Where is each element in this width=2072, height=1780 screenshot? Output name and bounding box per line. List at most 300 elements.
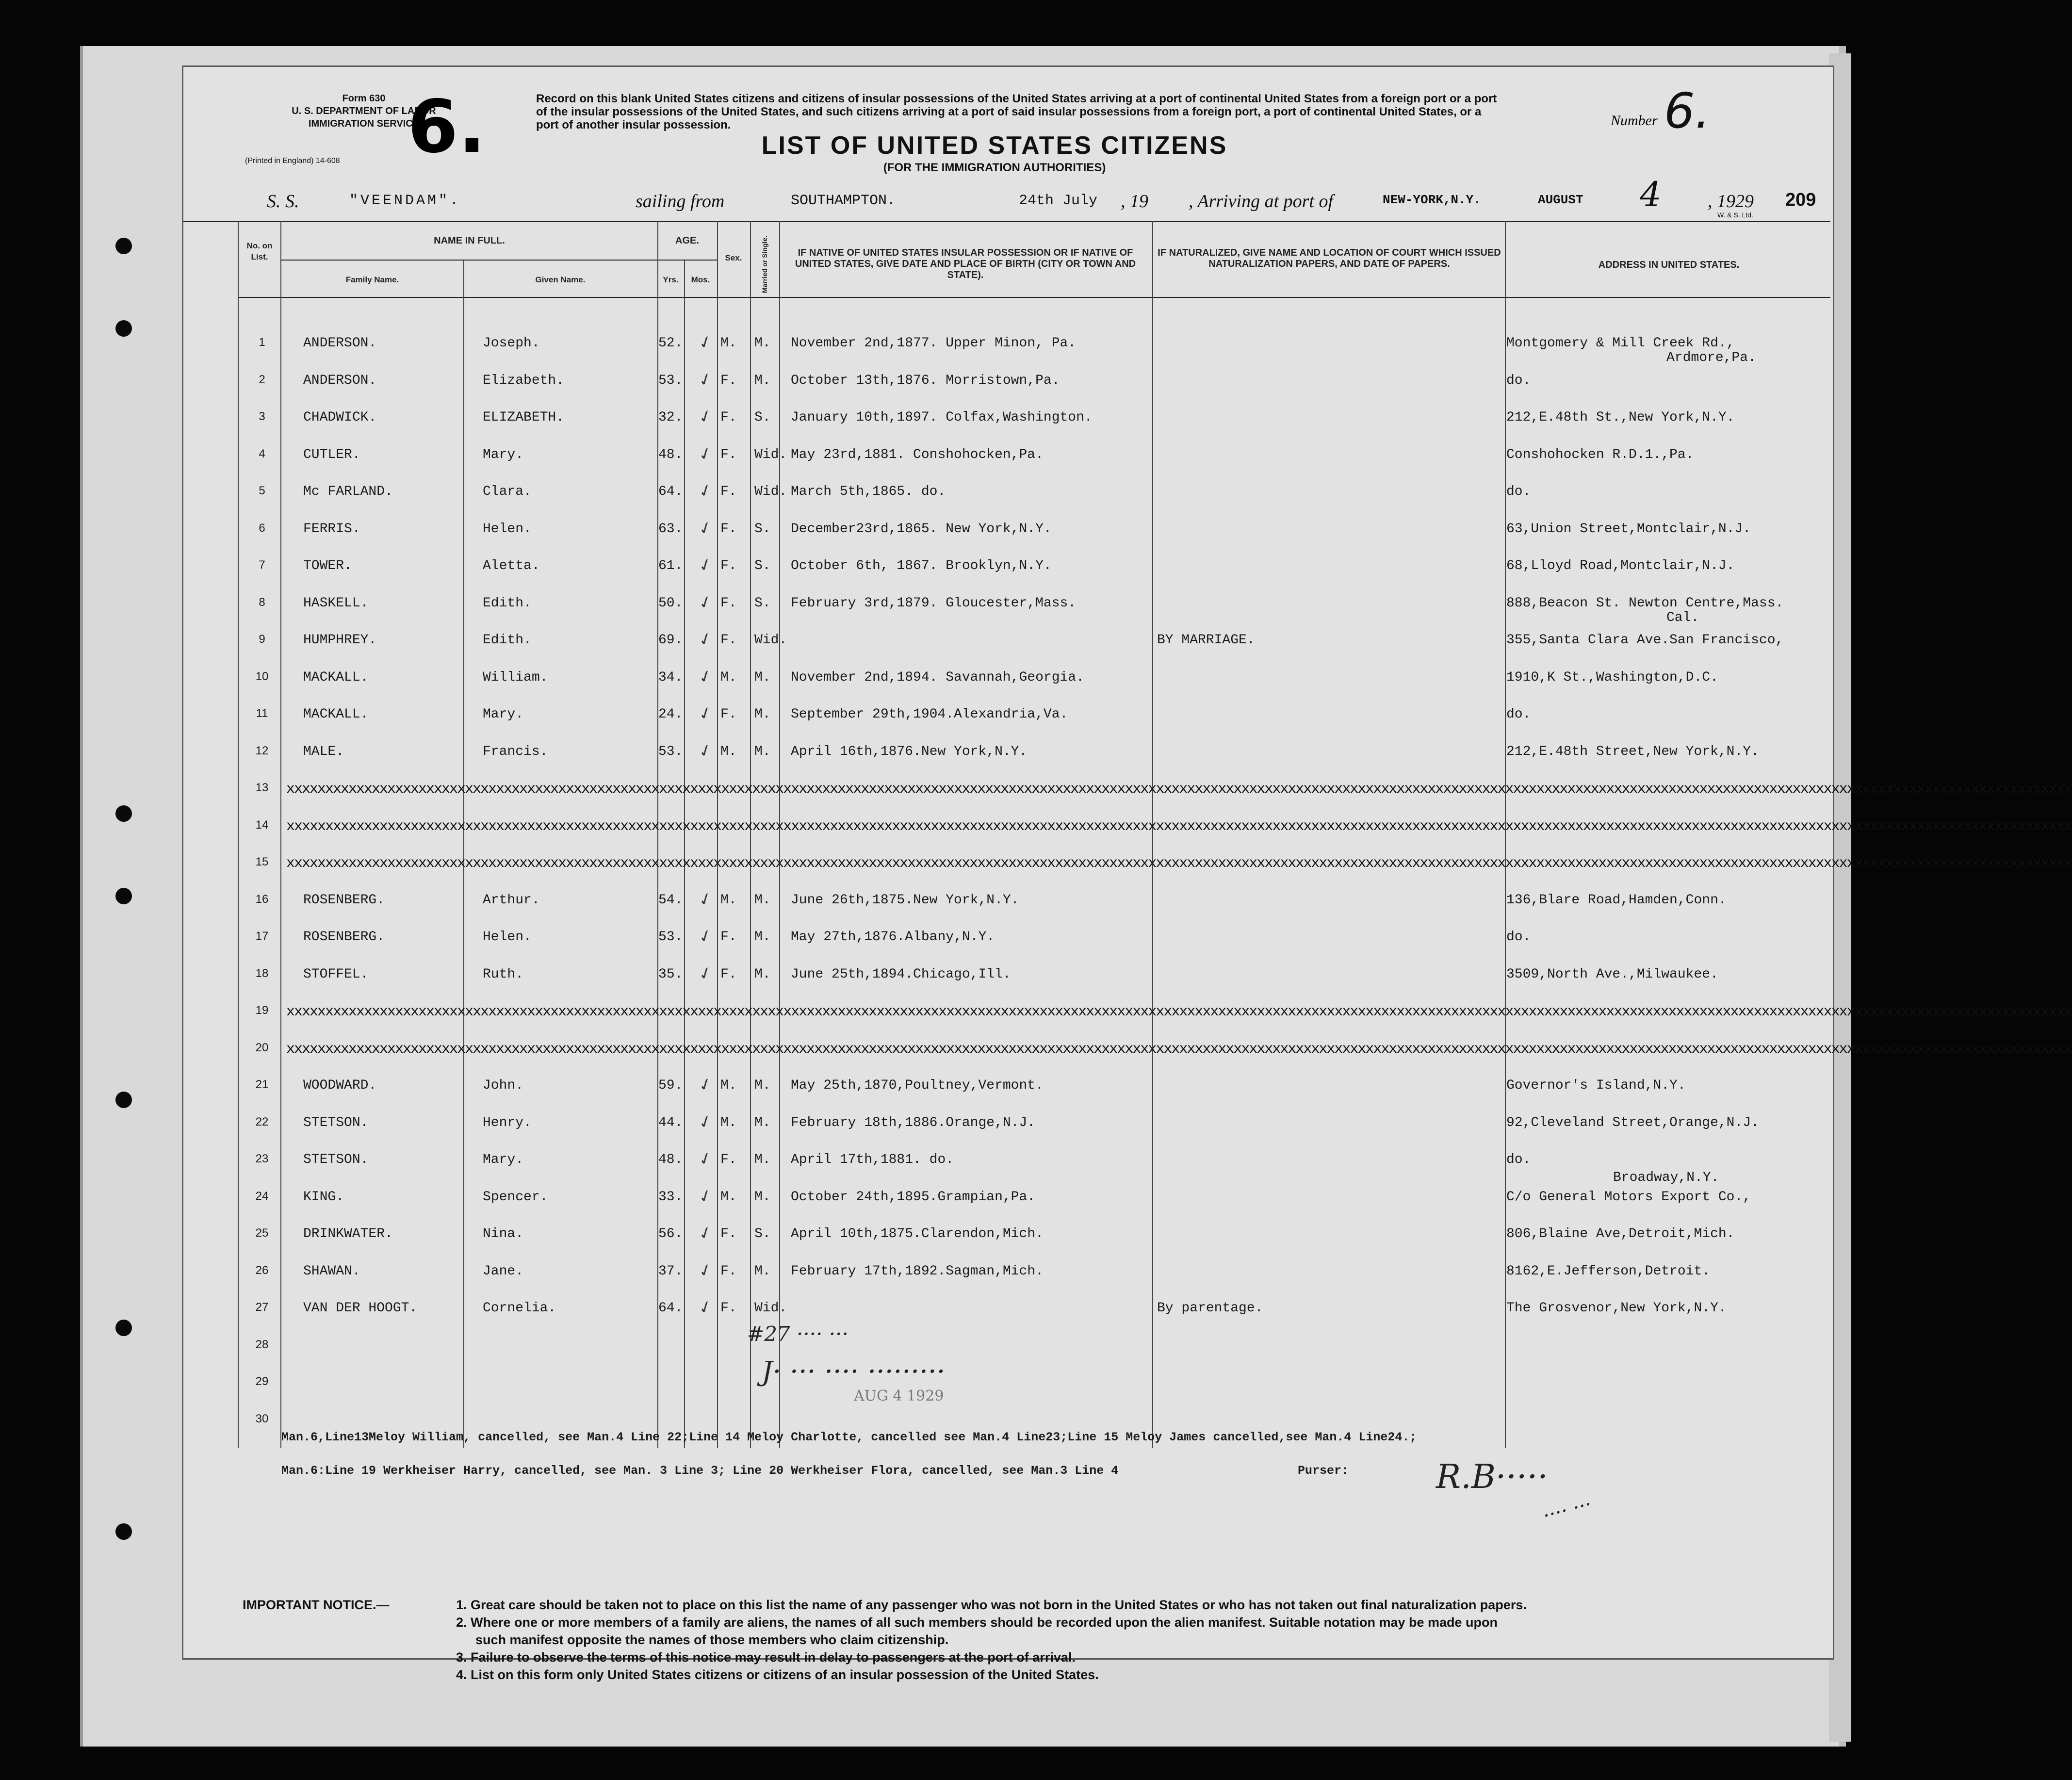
notice-item-4: 4. List on this form only United States citizens or citizens of an insular possession of the United States.	[456, 1667, 1099, 1682]
row-number: 3	[259, 410, 265, 423]
department: U. S. DEPARTMENT OF LABOR	[292, 106, 436, 116]
check-mark-icon: ✓	[696, 479, 716, 503]
ship-name: "VEENDAM".	[349, 193, 461, 209]
check-mark-icon: ✓	[696, 1222, 716, 1245]
family-name: MALE.	[303, 744, 344, 759]
check-mark-icon: ✓	[696, 962, 716, 985]
col-header-yrs: Yrs.	[663, 275, 679, 284]
age-years: 24.	[658, 707, 683, 722]
sex: F.	[720, 1226, 737, 1241]
age-years: 64.	[658, 484, 683, 499]
cancellation-note-2: Man.6:Line 19 Werkheiser Harry, cancelled, see Man. 3 Line 3; Line 20 Werkheiser Flora, cancelled, see Man.3 Line 4	[281, 1464, 1119, 1478]
us-address-cont: Ardmore,Pa.	[1666, 350, 1756, 365]
cancellation-note-1: Man.6,Line13Meloy William, cancelled, see Man.4 Line 22;Line 14 Meloy Charlotte, cancelled see Man.4 Line23;Line 15 Meloy James cancelled,see Man.4 Line24.;	[281, 1430, 1417, 1444]
check-mark-icon: ✓	[696, 1185, 716, 1208]
birth-date-place: December23rd,1865. New York,N.Y.	[791, 522, 1052, 537]
family-name: MACKALL.	[303, 670, 369, 685]
cancelled-line-strikeout: xxxxxxxxxxxxxxxxxxxxxxxxxxxxxxxxxxxxxxxxxxxxxxxxxxxxxxxxxxxxxxxxxxxxxxxxxxxxxxxxxxxxxxxxxxxxxxxxxxxxxxxxxxxxxxxxxxxxxxxxxxxxxxxxxxxxxxxxxxxxxxxxxxxxxxxxxxxxxxxxxxxxxxxxxxxxxxxxxxxxxxxxxxxxxxxxxxxxxxxxxxxxxxxxxxxxxxxxxxxxxxxxxxxxxx	[286, 781, 2072, 798]
naturalization: By parentage.	[1157, 1301, 1263, 1316]
marital-status: Wid.	[754, 447, 787, 462]
family-name: MACKALL.	[303, 707, 369, 722]
row-number: 13	[255, 781, 269, 794]
age-years: 52.	[658, 336, 683, 351]
birth-date-place: November 2nd,1894. Savannah,Georgia.	[791, 670, 1084, 685]
us-address: Governor's Island,N.Y.	[1506, 1078, 1686, 1093]
table-row	[0, 739, 1955, 764]
handwritten-annotation: #27 ···· ···	[747, 1322, 848, 1346]
cancelled-line-strikeout: xxxxxxxxxxxxxxxxxxxxxxxxxxxxxxxxxxxxxxxxxxxxxxxxxxxxxxxxxxxxxxxxxxxxxxxxxxxxxxxxxxxxxxxxxxxxxxxxxxxxxxxxxxxxxxxxxxxxxxxxxxxxxxxxxxxxxxxxxxxxxxxxxxxxxxxxxxxxxxxxxxxxxxxxxxxxxxxxxxxxxxxxxxxxxxxxxxxxxxxxxxxxxxxxxxxxxxxxxxxxxxxxxxxxxx	[286, 855, 2072, 872]
family-name: WOODWARD.	[303, 1078, 377, 1093]
us-address: do.	[1506, 484, 1531, 499]
given-name: ELIZABETH.	[483, 410, 565, 425]
departure-date: 24th July	[1019, 193, 1098, 209]
marital-status: S.	[754, 558, 771, 573]
us-address: Montgomery & Mill Creek Rd.,	[1506, 336, 1735, 351]
cancelled-line-strikeout: xxxxxxxxxxxxxxxxxxxxxxxxxxxxxxxxxxxxxxxxxxxxxxxxxxxxxxxxxxxxxxxxxxxxxxxxxxxxxxxxxxxxxxxxxxxxxxxxxxxxxxxxxxxxxxxxxxxxxxxxxxxxxxxxxxxxxxxxxxxxxxxxxxxxxxxxxxxxxxxxxxxxxxxxxxxxxxxxxxxxxxxxxxxxxxxxxxxxxxxxxxxxxxxxxxxxxxxxxxxxxxxxxxxxxx	[286, 818, 2072, 835]
family-name: CHADWICK.	[303, 410, 377, 425]
form-number: Form 630	[342, 93, 386, 104]
row-number: 17	[255, 930, 269, 943]
table-row	[0, 442, 1955, 467]
age-years: 33.	[658, 1190, 683, 1205]
birth-date-place: February 18th,1886.Orange,N.J.	[791, 1115, 1036, 1130]
marital-status: M.	[754, 1152, 771, 1167]
age-years: 53.	[658, 930, 683, 945]
punch-hole	[115, 1523, 132, 1540]
given-name: Francis.	[483, 744, 548, 759]
marital-status: M.	[754, 967, 771, 982]
given-name: Clara.	[483, 484, 532, 499]
sex: F.	[720, 596, 737, 611]
row-number: 20	[255, 1041, 269, 1054]
given-name: Arthur.	[483, 893, 540, 908]
sex: M.	[720, 744, 737, 759]
arrival-year: , 1929	[1708, 191, 1754, 212]
marital-status: M.	[754, 1115, 771, 1130]
marital-status: M.	[754, 893, 771, 908]
marital-status: M.	[754, 930, 771, 945]
given-name: William.	[483, 670, 548, 685]
notice-item-1: 1. Great care should be taken not to place on this list the name of any passenger who was not born in the United States or who has not taken out final naturalization papers.	[456, 1598, 1527, 1612]
inspector-signature: J· ··· ···· ·········	[762, 1356, 946, 1388]
record-instructions: Record on this blank United States citizens and citizens of insular possessions of the United States arriving at a port of continental United States from a foreign port or a port of the insular possessions of the United States, and such citizens arriving at a port of said insular possessions from a foreign port, a port of continental United States, or a port of another insular possession.	[536, 92, 1497, 131]
col-header-address: ADDRESS IN UNITED STATES.	[1598, 260, 1740, 270]
table-top-rule	[183, 221, 1830, 222]
birth-date-place: June 26th,1875.New York,N.Y.	[791, 893, 1019, 908]
table-row	[0, 1338, 1955, 1357]
family-name: Mc FARLAND.	[303, 484, 393, 499]
table-row	[0, 1375, 1955, 1394]
cancelled-line-strikeout: xxxxxxxxxxxxxxxxxxxxxxxxxxxxxxxxxxxxxxxxxxxxxxxxxxxxxxxxxxxxxxxxxxxxxxxxxxxxxxxxxxxxxxxxxxxxxxxxxxxxxxxxxxxxxxxxxxxxxxxxxxxxxxxxxxxxxxxxxxxxxxxxxxxxxxxxxxxxxxxxxxxxxxxxxxxxxxxxxxxxxxxxxxxxxxxxxxxxxxxxxxxxxxxxxxxxxxxxxxxxxxxxxxxxxx	[286, 1041, 2072, 1058]
family-name: KING.	[303, 1190, 344, 1205]
check-mark-icon: ✓	[696, 628, 716, 651]
us-address: 212,E.48th St.,New York,N.Y.	[1506, 410, 1735, 425]
table-row	[0, 702, 1955, 726]
given-name: Henry.	[483, 1115, 532, 1130]
port-of-arrival: NEW-YORK,N.Y.	[1383, 193, 1481, 207]
us-address: 8162,E.Jefferson,Detroit.	[1506, 1264, 1711, 1279]
us-address: 806,Blaine Ave,Detroit,Mich.	[1506, 1226, 1735, 1241]
birth-date-place: April 16th,1876.New York,N.Y.	[791, 744, 1028, 759]
given-name: Edith.	[483, 596, 532, 611]
marital-status: M.	[754, 707, 771, 722]
marital-status: M.	[754, 1078, 771, 1093]
sex: F.	[720, 558, 737, 573]
age-years: 35.	[658, 967, 683, 982]
age-subrule	[657, 260, 718, 261]
family-name: STOFFEL.	[303, 967, 369, 982]
marital-status: M.	[754, 373, 771, 388]
given-name: Edith.	[483, 633, 532, 648]
col-header-married: Married or Single.	[761, 235, 768, 294]
ss-label: S. S.	[267, 191, 299, 212]
row-number: 8	[259, 596, 265, 609]
printer-mark: W. & S. Ltd.	[1717, 211, 1753, 219]
us-address: 1910,K St.,Washington,D.C.	[1506, 670, 1718, 685]
birth-date-place: June 25th,1894.Chicago,Ill.	[791, 967, 1011, 982]
row-number: 14	[255, 818, 269, 832]
birth-date-place: April 10th,1875.Clarendon,Mich.	[791, 1226, 1044, 1241]
birth-date-place: April 17th,1881. do.	[791, 1152, 954, 1167]
birth-date-place: May 23rd,1881. Conshohocken,Pa.	[791, 447, 1044, 462]
table-row	[0, 888, 1955, 912]
sex: M.	[720, 670, 737, 685]
marital-status: S.	[754, 1226, 771, 1241]
us-address: do.	[1506, 930, 1531, 945]
given-name: Mary.	[483, 1152, 524, 1167]
birth-date-place: September 29th,1904.Alexandria,Va.	[791, 707, 1068, 722]
marital-status: Wid.	[754, 1301, 787, 1316]
check-mark-icon: ✓	[696, 405, 716, 428]
age-years: 54.	[658, 893, 683, 908]
sex: F.	[720, 967, 737, 982]
us-address-cont: Broadway,N.Y.	[1613, 1170, 1719, 1185]
col-header-birth: IF NATIVE OF UNITED STATES INSULAR POSSESSION OR IF NATIVE OF UNITED STATES, GIVE DATE AND PLACE OF BIRTH (CITY OR TOWN AND STATE).	[795, 247, 1136, 280]
family-name: CUTLER.	[303, 447, 360, 462]
us-address: do.	[1506, 1152, 1531, 1167]
age-years: 50.	[658, 596, 683, 611]
birth-date-place: February 3rd,1879. Gloucester,Mass.	[791, 596, 1077, 611]
row-number: 9	[259, 633, 265, 646]
age-years: 34.	[658, 670, 683, 685]
family-name: HASKELL.	[303, 596, 369, 611]
handwritten-annotation: ···· ···	[1540, 1493, 1594, 1528]
row-number: 6	[259, 522, 265, 535]
check-mark-icon: ✓	[696, 331, 716, 354]
row-number: 10	[255, 670, 269, 683]
row-number: 21	[255, 1078, 269, 1091]
row-number: 22	[255, 1115, 269, 1128]
birth-date-place: October 6th, 1867. Brooklyn,N.Y.	[791, 558, 1052, 573]
arrival-month: AUGUST	[1538, 193, 1583, 207]
table-row	[0, 1147, 1955, 1172]
check-mark-icon: ✓	[696, 442, 716, 466]
given-name: Helen.	[483, 930, 532, 945]
col-header-no: No. on List.	[246, 241, 273, 261]
us-address-cont: Cal.	[1666, 610, 1699, 625]
us-address: 136,Blare Road,Hamden,Conn.	[1506, 893, 1727, 908]
table-row	[0, 1296, 1955, 1320]
table-row	[0, 1259, 1955, 1283]
table-row	[0, 628, 1955, 652]
given-name: Helen.	[483, 522, 532, 537]
naturalization: BY MARRIAGE.	[1157, 633, 1255, 648]
age-years: 32.	[658, 410, 683, 425]
sex: F.	[720, 410, 737, 425]
family-name: STETSON.	[303, 1115, 369, 1130]
table-row	[0, 1170, 1955, 1209]
punch-hole	[115, 320, 132, 337]
col-header-name: NAME IN FULL.	[434, 235, 505, 246]
us-address: 888,Beacon St. Newton Centre,Mass.	[1506, 596, 1784, 611]
check-mark-icon: ✓	[696, 517, 716, 540]
family-name: DRINKWATER.	[303, 1226, 393, 1241]
sex: F.	[720, 522, 737, 537]
row-number: 23	[255, 1152, 269, 1165]
table-row	[0, 554, 1955, 578]
service: IMMIGRATION SERVICE	[308, 118, 420, 129]
sex: F.	[720, 707, 737, 722]
sex: F.	[720, 1301, 737, 1316]
table-row	[0, 1222, 1955, 1246]
given-name: Elizabeth.	[483, 373, 565, 388]
table-row	[0, 781, 2072, 800]
punch-hole	[115, 1320, 132, 1336]
check-mark-icon: ✓	[696, 1259, 716, 1282]
table-row	[0, 1004, 2072, 1023]
family-name: ANDERSON.	[303, 373, 377, 388]
age-years: 59.	[658, 1078, 683, 1093]
row-number: 16	[255, 893, 269, 906]
voyage-line	[267, 175, 1829, 219]
us-address: 92,Cleveland Street,Orange,N.J.	[1506, 1115, 1759, 1130]
family-name: SHAWAN.	[303, 1264, 360, 1279]
row-number: 4	[259, 447, 265, 460]
birth-date-place: May 27th,1876.Albany,N.Y.	[791, 930, 995, 945]
row-number: 2	[259, 373, 265, 386]
age-years: 63.	[658, 522, 683, 537]
col-header-family: Family Name.	[345, 275, 399, 284]
row-number: 19	[255, 1004, 269, 1017]
sex: M.	[720, 1115, 737, 1130]
age-years: 61.	[658, 558, 683, 573]
col-header-given: Given Name.	[535, 275, 586, 284]
number-value: 6.	[1664, 82, 1711, 139]
table-row	[0, 1412, 1955, 1432]
col-header-mos: Mos.	[691, 275, 710, 284]
table-row	[0, 591, 1955, 625]
row-number: 26	[255, 1264, 269, 1277]
table-row	[0, 855, 2072, 875]
check-mark-icon: ✓	[696, 591, 716, 614]
marital-status: M.	[754, 744, 771, 759]
age-years: 37.	[658, 1264, 683, 1279]
arrival-day: 4	[1640, 175, 1662, 214]
given-name: John.	[483, 1078, 524, 1093]
family-name: VAN DER HOOGT.	[303, 1301, 418, 1316]
sex: M.	[720, 1190, 737, 1205]
table-row	[0, 1110, 1955, 1135]
age-years: 64.	[658, 1301, 683, 1316]
family-name: ROSENBERG.	[303, 930, 385, 945]
marital-status: Wid.	[754, 633, 787, 648]
given-name: Jane.	[483, 1264, 524, 1279]
marital-status: S.	[754, 410, 771, 425]
family-name: HUMPHREY.	[303, 633, 377, 648]
given-name: Ruth.	[483, 967, 524, 982]
given-name: Joseph.	[483, 336, 540, 351]
date-stamp: AUG 4 1929	[854, 1388, 944, 1404]
sailing-label: sailing from	[636, 191, 725, 212]
marital-status: S.	[754, 522, 771, 537]
sex: F.	[720, 1264, 737, 1279]
sex: M.	[720, 1078, 737, 1093]
check-mark-icon: ✓	[696, 888, 716, 911]
marital-status: M.	[754, 1264, 771, 1279]
age-years: 56.	[658, 1226, 683, 1241]
check-mark-icon: ✓	[696, 1296, 716, 1319]
us-address: 63,Union Street,Montclair,N.J.	[1506, 522, 1751, 537]
col-header-sex: Sex.	[725, 253, 742, 262]
us-address: do.	[1506, 707, 1531, 722]
check-mark-icon: ✓	[696, 739, 716, 763]
purser-signature: R.B·····	[1436, 1458, 1548, 1496]
family-name: ROSENBERG.	[303, 893, 385, 908]
header-bottom-rule	[238, 297, 1830, 298]
birth-date-place: March 5th,1865. do.	[791, 484, 946, 499]
check-mark-icon: ✓	[696, 925, 716, 948]
age-years: 48.	[658, 1152, 683, 1167]
sheet-code: 209	[1785, 190, 1816, 210]
check-mark-icon: ✓	[696, 1110, 716, 1134]
check-mark-icon: ✓	[696, 1147, 716, 1171]
row-number: 1	[259, 336, 265, 349]
given-name: Mary.	[483, 707, 524, 722]
table-row	[0, 925, 1955, 949]
given-name: Aletta.	[483, 558, 540, 573]
check-mark-icon: ✓	[696, 702, 716, 725]
us-address: 68,Lloyd Road,Montclair,N.J.	[1506, 558, 1735, 573]
birth-date-place: May 25th,1870,Poultney,Vermont.	[791, 1078, 1044, 1093]
name-subrule	[281, 260, 665, 261]
us-address: 3509,North Ave.,Milwaukee.	[1506, 967, 1718, 982]
number-label: Number	[1611, 113, 1658, 129]
birth-date-place: January 10th,1897. Colfax,Washington.	[791, 410, 1093, 425]
cancelled-line-strikeout: xxxxxxxxxxxxxxxxxxxxxxxxxxxxxxxxxxxxxxxxxxxxxxxxxxxxxxxxxxxxxxxxxxxxxxxxxxxxxxxxxxxxxxxxxxxxxxxxxxxxxxxxxxxxxxxxxxxxxxxxxxxxxxxxxxxxxxxxxxxxxxxxxxxxxxxxxxxxxxxxxxxxxxxxxxxxxxxxxxxxxxxxxxxxxxxxxxxxxxxxxxxxxxxxxxxxxxxxxxxxxxxxxxxxxx	[286, 1004, 2072, 1020]
table-row	[0, 331, 1955, 365]
check-mark-icon: ✓	[696, 1073, 716, 1096]
row-number: 7	[259, 558, 265, 572]
family-name: ANDERSON.	[303, 336, 377, 351]
arriving-label: , Arriving at port of	[1189, 191, 1334, 212]
age-years: 44.	[658, 1115, 683, 1130]
row-number: 25	[255, 1226, 269, 1240]
birth-date-place: November 2nd,1877. Upper Minon, Pa.	[791, 336, 1077, 351]
age-years: 48.	[658, 447, 683, 462]
table-row	[0, 665, 1955, 689]
marital-status: Wid.	[754, 484, 787, 499]
given-name: Cornelia.	[483, 1301, 556, 1316]
sex: F.	[720, 447, 737, 462]
punch-hole	[115, 238, 132, 254]
sex: M.	[720, 336, 737, 351]
marital-status: M.	[754, 1190, 771, 1205]
row-number: 27	[255, 1301, 269, 1314]
check-mark-icon: ✓	[696, 665, 716, 688]
col-header-age: AGE.	[675, 235, 699, 246]
check-mark-icon: ✓	[696, 554, 716, 577]
row-number: 11	[256, 707, 268, 720]
row-number: 29	[255, 1375, 269, 1388]
notice-item-2-cont: such manifest opposite the names of those members who claim citizenship.	[475, 1633, 949, 1647]
sex: F.	[720, 484, 737, 499]
us-address: do.	[1506, 373, 1531, 388]
table-row	[0, 479, 1955, 504]
table-row	[0, 405, 1955, 429]
table-row	[0, 368, 1955, 392]
marital-status: S.	[754, 596, 771, 611]
row-number: 24	[255, 1190, 269, 1203]
birth-date-place: October 24th,1895.Grampian,Pa.	[791, 1190, 1036, 1205]
us-address: C/o General Motors Export Co.,	[1506, 1190, 1751, 1205]
us-address: Conshohocken R.D.1.,Pa.	[1506, 447, 1694, 462]
row-number: 28	[255, 1338, 269, 1351]
family-name: TOWER.	[303, 558, 352, 573]
row-number: 5	[259, 484, 265, 497]
col-header-naturalized: IF NATURALIZED, GIVE NAME AND LOCATION OF COURT WHICH ISSUED NATURALIZATION PAPERS, AND DATE OF PAPERS.	[1158, 247, 1501, 269]
birth-date-place: February 17th,1892.Sagman,Mich.	[791, 1264, 1044, 1279]
sex: F.	[720, 373, 737, 388]
row-number: 30	[255, 1412, 269, 1425]
row-number: 15	[255, 855, 269, 868]
given-name: Nina.	[483, 1226, 524, 1241]
year-prefix: , 19	[1121, 191, 1148, 212]
notice-item-2: 2. Where one or more members of a family are aliens, the names of all such members should be recorded upon the alien manifest. Suitable notation may be made upon	[456, 1615, 1498, 1630]
age-years: 53.	[658, 744, 683, 759]
manifest-number-handwritten: 6.	[408, 85, 486, 169]
us-address: 212,E.48th Street,New York,N.Y.	[1506, 744, 1759, 759]
marital-status: M.	[754, 670, 771, 685]
sex: F.	[720, 633, 737, 648]
age-years: 69.	[658, 633, 683, 648]
us-address: The Grosvenor,New York,N.Y.	[1506, 1301, 1727, 1316]
birth-date-place: October 13th,1876. Morristown,Pa.	[791, 373, 1060, 388]
page-title: LIST OF UNITED STATES CITIZENS	[761, 131, 1228, 160]
family-name: FERRIS.	[303, 522, 360, 537]
table-row	[0, 517, 1955, 541]
page-subtitle: (FOR THE IMMIGRATION AUTHORITIES)	[883, 161, 1106, 174]
row-number: 12	[255, 744, 269, 757]
printed-note: (Printed in England) 14-608	[245, 157, 340, 165]
sex: F.	[720, 930, 737, 945]
sex: F.	[720, 1152, 737, 1167]
table-row	[0, 818, 2072, 838]
given-name: Mary.	[483, 447, 524, 462]
row-number: 18	[255, 967, 269, 980]
purser-label: Purser:	[1298, 1464, 1349, 1478]
table-row	[0, 1041, 2072, 1061]
table-row	[0, 962, 1955, 986]
sex: M.	[720, 893, 737, 908]
port-of-departure: SOUTHAMPTON.	[791, 193, 896, 209]
family-name: STETSON.	[303, 1152, 369, 1167]
age-years: 53.	[658, 373, 683, 388]
notice-item-3: 3. Failure to observe the terms of this notice may result in delay to passengers at the port of arrival.	[456, 1650, 1076, 1665]
notice-label: IMPORTANT NOTICE.—	[243, 1598, 390, 1612]
given-name: Spencer.	[483, 1190, 548, 1205]
marital-status: M.	[754, 336, 771, 351]
table-row	[0, 1073, 1955, 1097]
